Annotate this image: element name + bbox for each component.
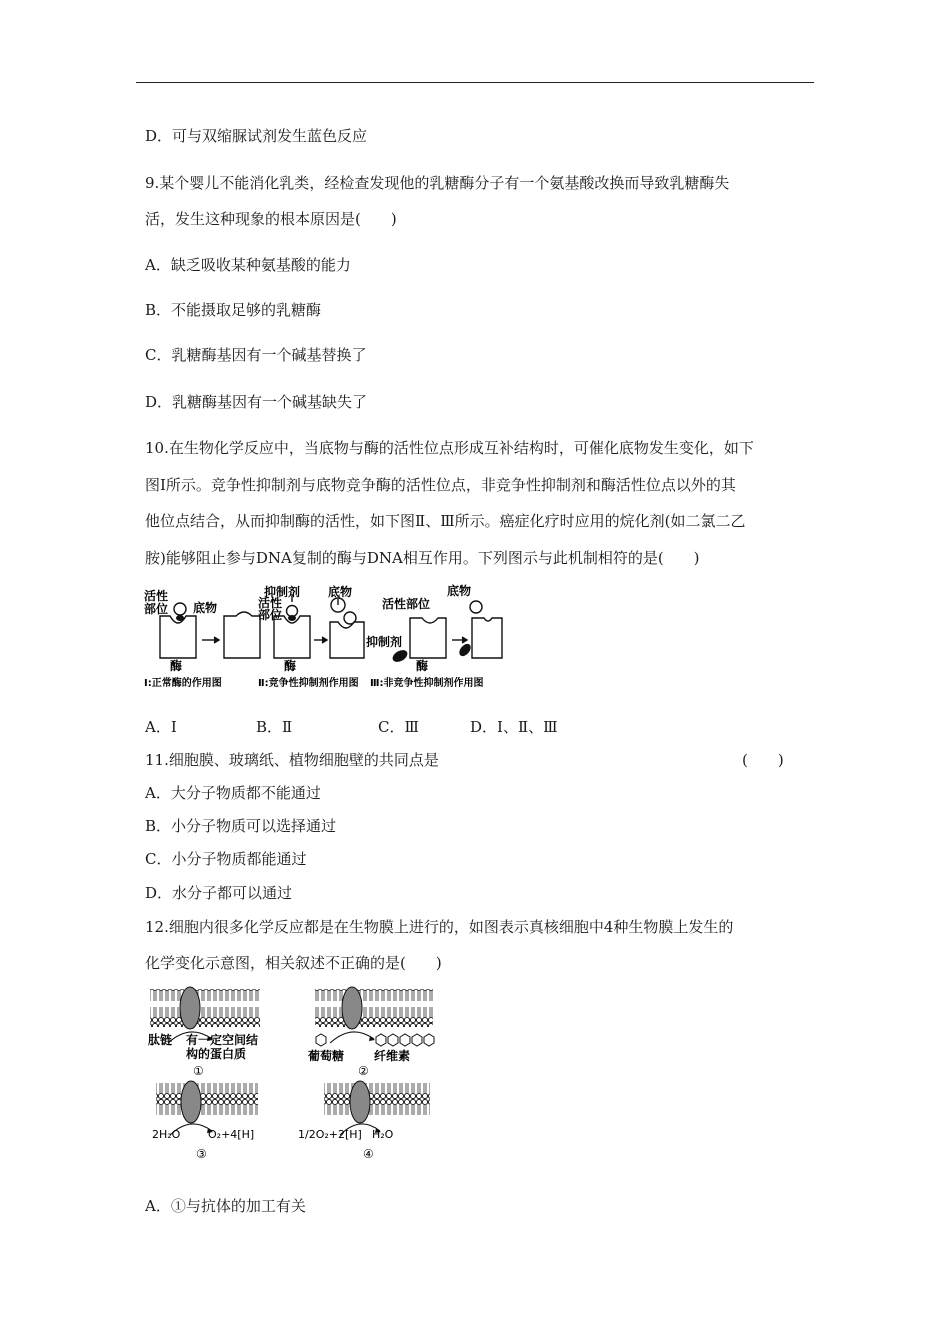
m4-number: ④ — [363, 1147, 374, 1161]
m2-left-label: 葡萄糖 — [308, 1049, 345, 1063]
q9-option-a: A．缺乏吸收某种氨基酸的能力 — [145, 256, 351, 274]
membrane-2-bilayer — [315, 989, 433, 1027]
label-inhibitor-2: 抑制剂 — [264, 585, 301, 599]
enzyme-1-shape — [160, 616, 196, 658]
label-substrate-2: 底物 — [328, 585, 353, 599]
q11-option-d: D．水分子都可以通过 — [145, 884, 293, 902]
header-rule — [136, 82, 814, 83]
enzyme-3b-shape — [472, 618, 502, 658]
label-active-site-1b: 部位 — [144, 602, 169, 616]
enzyme-2b-shape — [330, 622, 364, 658]
q10-stem-line1: 10.在生物化学反应中，当底物与酶的活性位点形成互补结构时，可催化底物发生变化，如下 — [145, 439, 754, 457]
q12-stem-line2: 化学变化示意图，相关叙述不正确的是( ) — [145, 954, 442, 972]
q9-stem-line1: 9.某个婴儿不能消化乳类，经检查发现他的乳糖酶分子有一个氨基酸改换而导致乳糖酶失 — [145, 174, 730, 192]
m3-right-label: O₂+4[H] — [208, 1128, 255, 1141]
caption-3: Ⅲ:非竞争性抑制剂作用图 — [370, 678, 484, 689]
substrate-3 — [470, 601, 482, 613]
q9-option-b: B．不能摄取足够的乳糖酶 — [145, 301, 322, 319]
m4-right-label: H₂O — [372, 1128, 394, 1141]
q11-option-c: C．小分子物质都能通过 — [145, 850, 307, 868]
label-active-site-2b: 部位 — [258, 608, 283, 622]
m1-left-label: 肽链 — [148, 1033, 173, 1047]
membrane-4-bilayer — [324, 1083, 430, 1121]
q10-stem-line3: 他位点结合，从而抑制酶的活性，如下图Ⅱ、Ⅲ所示。癌症化疗时应用的烷化剂(如二氯二乙 — [145, 512, 746, 530]
label-active-site-2a: 活性 — [258, 596, 283, 610]
inhibitor-3 — [391, 648, 410, 665]
label-enzyme-3: 酶 — [416, 659, 429, 673]
substrate-1 — [174, 603, 186, 615]
m2-number: ② — [358, 1064, 369, 1078]
inhibitor-3b — [457, 642, 473, 659]
m1-right-label-2: 构的蛋白质 — [186, 1047, 247, 1061]
label-substrate-3: 底物 — [447, 584, 472, 598]
enzyme-2-shape — [274, 616, 310, 658]
membrane-2-protein — [342, 987, 362, 1029]
glucose-hexagon — [316, 1034, 326, 1046]
m4-left-label: 1/2O₂+2[H] — [298, 1128, 362, 1141]
q9-stem-line2: 活，发生这种现象的根本原因是( ) — [145, 210, 397, 228]
q10-option-d: D．Ⅰ、Ⅱ、Ⅲ — [470, 718, 558, 736]
q11-option-b: B．小分子物质可以选择通过 — [145, 817, 337, 835]
biomembrane-figure — [140, 985, 440, 1165]
membrane-1-protein — [180, 987, 200, 1029]
caption-2: Ⅱ:竞争性抑制剂作用图 — [258, 678, 359, 689]
q10-options — [145, 717, 745, 737]
q12-stem-line1: 12.细胞内很多化学反应都是在生物膜上进行的，如图表示真核细胞中4种生物膜上发生的 — [145, 918, 734, 936]
q12-option-a: A．①与抗体的加工有关 — [145, 1197, 306, 1215]
m1-number: ① — [193, 1064, 204, 1078]
label-enzyme-2: 酶 — [284, 659, 297, 673]
membrane-1-bilayer — [150, 989, 260, 1027]
q10-option-b: B．Ⅱ — [256, 718, 293, 736]
q11-stem: 11.细胞膜、玻璃纸、植物细胞壁的共同点是 — [145, 751, 439, 769]
membrane-3-bilayer — [156, 1083, 258, 1121]
label-enzyme-1: 酶 — [170, 659, 183, 673]
inhibitor-2 — [287, 606, 298, 617]
label-substrate-1: 底物 — [193, 601, 218, 615]
enzyme-1b-shape — [224, 612, 260, 658]
q9-option-d: D．乳糖酶基因有一个碱基缺失了 — [145, 393, 368, 411]
q8-option-d: D．可与双缩脲试剂发生蓝色反应 — [145, 127, 368, 145]
enzyme-3-shape — [410, 618, 446, 658]
caption-1: Ⅰ:正常酶的作用图 — [144, 678, 222, 689]
label-inhibitor-3: 抑制剂 — [366, 635, 403, 649]
m3-left-label: 2H₂O — [152, 1128, 181, 1141]
q10-option-c: C．Ⅲ — [378, 718, 419, 736]
q11-answer-paren: ( ) — [742, 751, 784, 769]
q10-option-a: A．Ⅰ — [145, 718, 177, 736]
q11-option-a: A．大分子物质都不能通过 — [145, 784, 321, 802]
label-active-site-3: 活性部位 — [382, 597, 431, 611]
m1-right-label-1: 有一定空间结 — [186, 1033, 259, 1047]
membrane-4-protein — [350, 1081, 370, 1123]
q10-stem-line4: 胺)能够阻止参与DNA复制的酶与DNA相互作用。下列图示与此机制相符的是( ) — [145, 549, 700, 567]
membrane-3-protein — [181, 1081, 201, 1123]
q9-option-c: C．乳糖酶基因有一个碱基替换了 — [145, 346, 367, 364]
q10-stem-line2: 图Ⅰ所示。竞争性抑制剂与底物竞争酶的活性位点，非竞争性抑制剂和酶活性位点以外的其 — [145, 476, 736, 494]
cellulose-chain — [376, 1034, 434, 1046]
m2-right-label: 纤维素 — [374, 1049, 411, 1063]
enzyme-inhibition-figure — [140, 582, 510, 692]
label-active-site-1a: 活性 — [144, 589, 169, 603]
m3-number: ③ — [196, 1147, 207, 1161]
